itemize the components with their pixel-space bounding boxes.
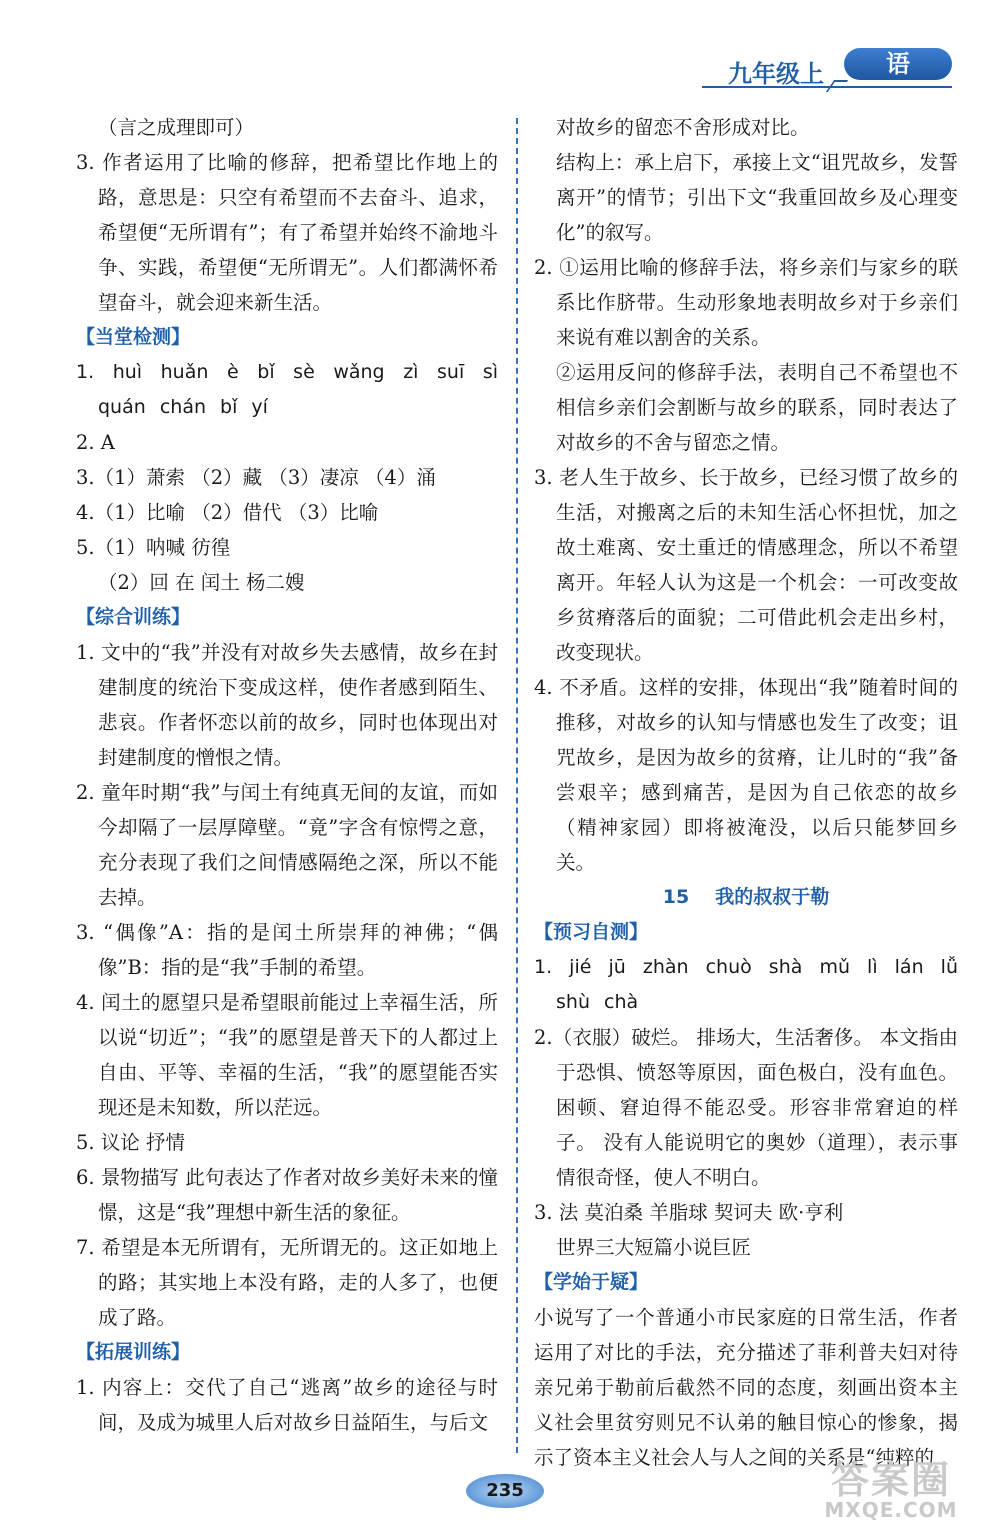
answer-continuation: 结构上：承上启下，承接上文“诅咒故乡，发誓离开”的情节；引出下文“我重回故乡及心理变化”的叙写。 bbox=[556, 151, 958, 244]
answer-item: 1. jié jū zhàn chuò shà mǔ lì lán lǚ shù chà bbox=[534, 956, 958, 1013]
page-number: 235 bbox=[466, 1474, 544, 1508]
answer-item: 4.（1）比喻 （2）借代 （3）比喻 bbox=[76, 501, 379, 524]
page-header bbox=[702, 46, 952, 110]
watermark-logo: 答案圈 bbox=[830, 1458, 951, 1502]
answer-continuation: 世界三大短篇小说巨匠 bbox=[556, 1236, 752, 1259]
lesson-title bbox=[534, 880, 958, 915]
answer-item: 3.（1）萧索 （2）藏 （3）凄凉 （4）涌 bbox=[76, 466, 436, 489]
watermark bbox=[796, 1460, 986, 1522]
answer-item: 2. 童年时期“我”与闰土有纯真无间的友谊，而如今却隔了一层厚障壁。“竟”字含有惊愕之意，充分表现了我们之间情感隔绝之深，所以不能去掉。 bbox=[76, 781, 498, 909]
answer-item: 3. 作者运用了比喻的修辞，把希望比作地上的路，意思是：只空有希望而不去奋斗、追求，希望便“无所谓有”；有了希望并始终不渝地斗争、实践，希望便“无所谓无”。人们都满怀希望奋斗，就会迎来新生活。 bbox=[76, 151, 498, 314]
lesson-number: 15 bbox=[662, 886, 690, 908]
answer-item: 6. 景物描写 此句表达了作者对故乡美好未来的憧憬，这是“我”理想中新生活的象征。 bbox=[76, 1166, 498, 1224]
answer-item: 2. ①运用比喻的修辞手法，将乡亲们与家乡的联系比作脐带。生动形象地表明故乡对于乡亲们来说有难以割舍的关系。 bbox=[534, 256, 958, 349]
answer-item: 1. 内容上：交代了自己“逃离”故乡的途径与时间，及成为城里人后对故乡日益陌生，与后文 bbox=[76, 1376, 498, 1434]
answer-item: 4. 不矛盾。这样的安排，体现出“我”随着时间的推移，对故乡的认知与情感也发生了改变；诅咒故乡，是因为故乡的贫瘠，让儿时的“我”备尝艰辛；感到痛苦，是因为自己依恋的故乡（精神家园）即将被淹没，以后只能梦回乡关。 bbox=[534, 676, 958, 874]
answer-continuation: 对故乡的留恋不舍形成对比。 bbox=[556, 116, 810, 139]
answer-paragraph: 小说写了一个普通小市民家庭的日常生活，作者运用了对比的手法，充分描述了菲利普夫妇对待亲兄弟于勒前后截然不同的态度，刻画出资本主义社会里贫穷则兄不认弟的触目惊心的惨象，揭示了资本主义社会人与人之间的关系是“纯粹的 bbox=[534, 1306, 958, 1469]
answer-item: 3. 老人生于故乡、长于故乡，已经习惯了故乡的生活，对搬离之后的未知生活心怀担忧，加之故土难离、安土重迁的情感理念，所以不希望离开。年轻人认为这是一个机会：一可改变故乡贫瘠落后的面貌；二可借此机会走出乡村，改变现状。 bbox=[534, 466, 958, 664]
section-heading: 【当堂检测】 bbox=[76, 326, 191, 348]
left-column bbox=[76, 110, 498, 1440]
answer-continuation: （2）回 在 闰土 杨二嫂 bbox=[98, 571, 305, 594]
answer-item: 2. A bbox=[76, 431, 115, 454]
section-heading: 【拓展训练】 bbox=[76, 1341, 191, 1363]
header-rule bbox=[702, 86, 952, 88]
section-heading: 【预习自测】 bbox=[534, 921, 649, 943]
answer-item: 2.（衣服）破烂。 排场大，生活奢侈。 本文指由于恐惧、愤怒等原因，面色极白，没有血色。 困顿、窘迫得不能忍受。形容非常窘迫的样子。 没有人能说明它的奥妙（道理），表示事情很奇怪，使人不明白。 bbox=[534, 1026, 958, 1189]
section-heading: 【学始于疑】 bbox=[534, 1271, 649, 1293]
answer-item: 4. 闰土的愿望只是希望眼前能过上幸福生活，所以说“切近”；“我”的愿望是普天下的人都过上自由、平等、幸福的生活，“我”的愿望能否实现还是未知数，所以茫远。 bbox=[76, 991, 498, 1119]
answer-item: 7. 希望是本无所谓有，无所谓无的。这正如地上的路；其实地上本没有路，走的人多了，也便成了路。 bbox=[76, 1236, 498, 1329]
answer-item: 5. 议论 抒情 bbox=[76, 1131, 186, 1154]
watermark-url: MXQE.COM bbox=[824, 1498, 958, 1522]
right-column bbox=[534, 110, 958, 1475]
answer-item: 5.（1）呐喊 彷徨 bbox=[76, 536, 231, 559]
answer-item: 1. huì huǎn è bǐ sè wǎng zì suī sì quán chán bǐ yí bbox=[76, 361, 498, 418]
answer-item: 3. “偶像”A：指的是闰土所崇拜的神佛；“偶像”B：指的是“我”手制的希望。 bbox=[76, 921, 498, 979]
grade-label: 九年级上 bbox=[728, 60, 824, 88]
subject-badge: 语 文 bbox=[844, 48, 952, 80]
lesson-name: 我的叔叔于勒 bbox=[715, 886, 830, 908]
answer-item: 3. 法 莫泊桑 羊脂球 契诃夫 欧·亨利 bbox=[534, 1201, 844, 1224]
section-heading: 【综合训练】 bbox=[76, 606, 191, 628]
column-divider bbox=[516, 118, 518, 1453]
answer-continuation: ②运用反问的修辞手法，表明自己不希望也不相信乡亲们会割断与故乡的联系，同时表达了对故乡的不舍与留恋之情。 bbox=[556, 361, 958, 454]
answer-continuation: （言之成理即可） bbox=[98, 116, 255, 139]
answer-item: 1. 文中的“我”并没有对故乡失去感情，故乡在封建制度的统治下变成这样，使作者感到陌生、悲哀。作者怀恋以前的故乡，同时也体现出对封建制度的憎恨之情。 bbox=[76, 641, 498, 769]
